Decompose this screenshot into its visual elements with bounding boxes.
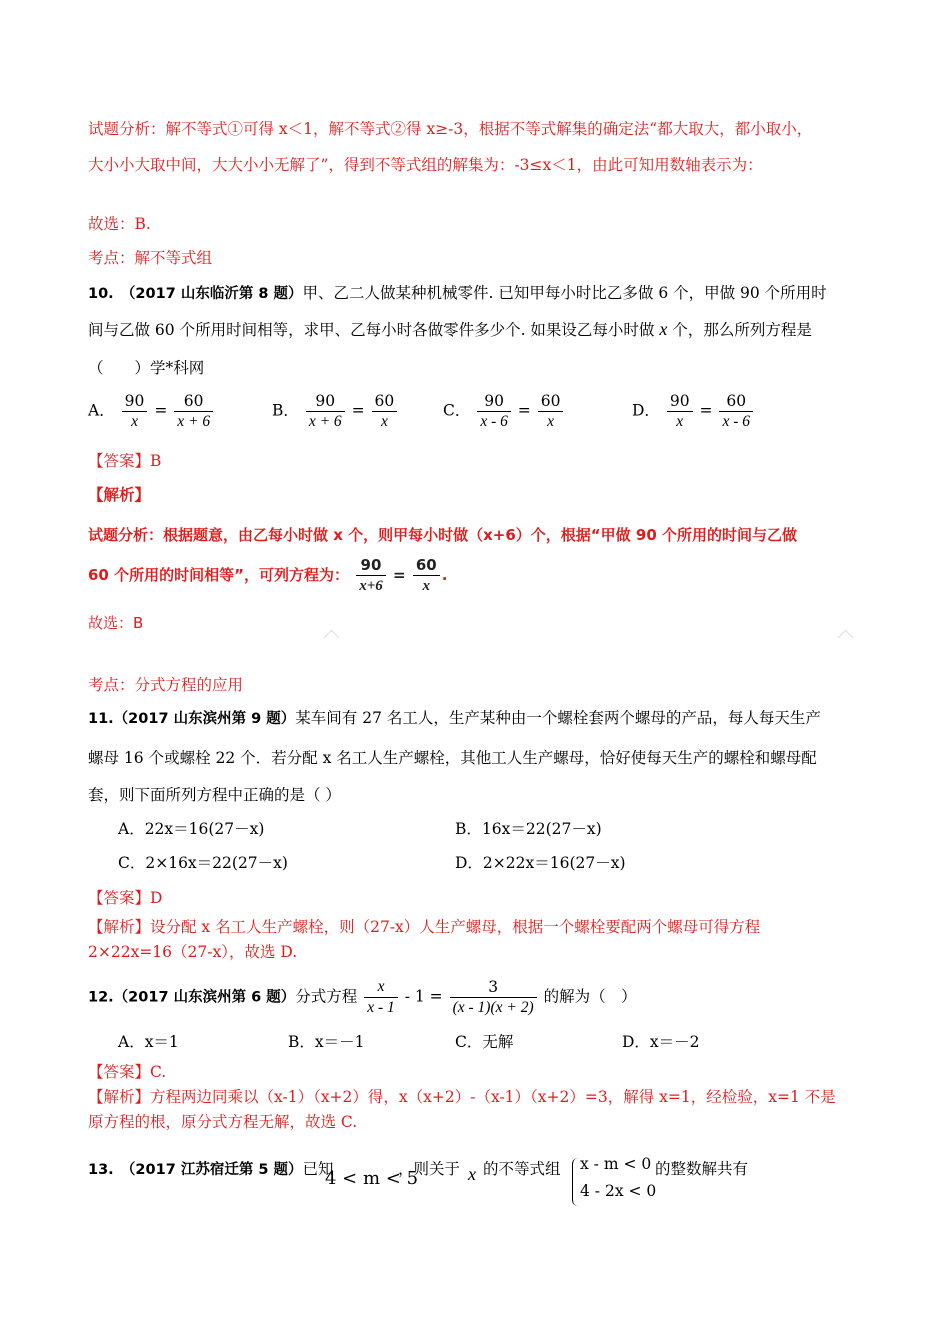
frac-num: 60 (538, 392, 564, 412)
q11-option-d: D．2×22x＝16(27－x) (455, 854, 626, 872)
frac-num: 90 (477, 392, 511, 412)
q10-line-3: （ ）学*科网 (88, 359, 205, 377)
q12-answer: 【答案】C. (88, 1063, 167, 1081)
frac-num: 90 (306, 392, 345, 412)
q13-ineq-1: x - m < 0 (580, 1155, 652, 1173)
option-label: B． (272, 401, 299, 420)
q13-mid: ，则关于 (398, 1160, 461, 1178)
q11-tag: 11.（2017 山东滨州第 9 题） (88, 711, 296, 727)
q11-jiexi-1: 【解析】设分配 x 名工人生产螺栓，则（27-x）人生产螺母，根据一个螺栓要配两个螺母可得方程 (88, 918, 761, 936)
frac-num: 60 (719, 392, 753, 412)
frac-num: 90 (667, 392, 693, 412)
q13-pre: 已知 (302, 1160, 334, 1178)
frac-den: x + 6 (177, 413, 211, 430)
q10-text-2b: 个，那么所列方程是 (672, 321, 812, 339)
period: . (441, 566, 448, 584)
equals: = (517, 401, 531, 420)
q11-line-2: 螺母 16 个或螺栓 22 个．若分配 x 名工人生产螺栓，其他工人生产螺母，恰好使每天生产的螺栓和螺母配 (88, 749, 817, 767)
q12-jiexi-2: 原方程的根，原分式方程无解，故选 C. (88, 1113, 358, 1131)
q12-option-a: A．x＝1 (118, 1033, 179, 1051)
q10-jiexi-heading: 【解析】 (88, 485, 151, 504)
frac-den: x (422, 578, 430, 594)
q10-answer: 【答案】B (88, 452, 162, 470)
q10-analysis-1: 试题分析：根据题意，由乙每小时做 x 个，则甲每小时做（x+6）个，根据“甲做 90 个所用的时间与乙做 (88, 526, 797, 544)
q13-ineq-2: 4 - 2x < 0 (580, 1182, 657, 1200)
q10-option-a (88, 392, 215, 431)
q12-line-1 (88, 978, 637, 1017)
frac-num: 90 (122, 392, 148, 412)
equals: = (351, 401, 365, 420)
frac-den: x (380, 413, 388, 430)
frac-num: 3 (450, 978, 537, 998)
q11-option-b: B．16x＝22(27－x) (455, 820, 602, 838)
q11-option-a: A．22x＝16(27－x) (118, 820, 265, 838)
q10-option-d (632, 392, 755, 431)
frac-num: 90 (356, 556, 386, 576)
q13-var: x (468, 1164, 476, 1184)
q12-pre: 分式方程 (295, 987, 358, 1006)
q11-option-c: C．2×16x＝22(27－x) (118, 854, 288, 872)
frac-den: x (676, 413, 684, 430)
frac-num: 60 (372, 392, 398, 412)
equals: = (699, 401, 713, 420)
equals: = (154, 401, 168, 420)
q10-option-c (443, 392, 565, 431)
q13-line-1 (88, 1158, 334, 1181)
q11-answer: 【答案】D (88, 889, 163, 907)
q10-choice: 故选：B (88, 614, 144, 632)
q11-line-1 (88, 707, 821, 730)
q12-option-b: B．x＝－1 (288, 1033, 365, 1051)
watermark-mark (324, 630, 340, 646)
frac-den: x+6 (359, 578, 383, 594)
minus-one: - 1 = (404, 987, 443, 1006)
q10-text-1: 甲、乙二人做某种机械零件. 已知甲每小时比乙多做 6 个，甲做 90 个所用时 (302, 284, 827, 302)
q12-post: 的解为（ ） (543, 987, 637, 1006)
q11-text-1: 某车间有 27 名工人，生产某种由一个螺栓套两个螺母的产品，每人每天生产 (295, 709, 821, 727)
frac-num: x (364, 978, 398, 998)
frac-num: 60 (174, 392, 213, 412)
frac-den: x (547, 413, 555, 430)
q11-jiexi-2: 2×22x=16（27-x），故选 D. (88, 943, 298, 961)
analysis-line-2: 大小小大取中间，大大小小无解了”，得到不等式组的解集为：-3≤x＜1，由此可知用数轴表示为： (88, 156, 763, 174)
q12-jiexi-1: 【解析】方程两边同乘以（x-1）（x+2）得，x（x+2）-（x-1）（x+2）=3，解得 x=1，经检验，x=1 不是 (88, 1088, 836, 1106)
q12-tag: 12.（2017 山东滨州第 6 题） (88, 989, 296, 1006)
option-label: C． (443, 401, 471, 420)
q10-option-b (272, 392, 399, 431)
q11-line-3: 套，则下面所列方程中正确的是（ ） (88, 786, 341, 804)
q13-post: 的不等式组 (483, 1160, 561, 1178)
q10-line-1 (88, 282, 827, 305)
q10-text-2a: 间与乙做 60 个所用时间相等，求甲、乙每小时各做零件多少个. 如果设乙每小时做 (88, 321, 655, 339)
analysis-text: 60 个所用的时间相等”，可列方程为： (88, 566, 349, 584)
frac-den: x + 6 (308, 413, 342, 430)
q10-var: x (659, 319, 668, 339)
q13-condition: 4 < m < 5 (325, 1168, 419, 1189)
watermark-mark (838, 630, 854, 646)
analysis-line-1: 试题分析：解不等式①可得 x＜1，解不等式②得 x≥-3，根据不等式解集的确定法“都大取大，都小取小， (88, 120, 813, 138)
frac-den: x - 6 (480, 413, 508, 430)
frac-den: x - 1 (367, 999, 395, 1016)
q12-option-d: D．x＝－2 (622, 1033, 700, 1051)
choice-line: 故选：B. (88, 215, 151, 233)
q10-kaodian: 考点：分式方程的应用 (88, 676, 244, 694)
kaodian-line: 考点：解不等式组 (88, 249, 213, 267)
q10-line-2 (88, 318, 812, 341)
frac-num: 60 (413, 556, 440, 576)
option-label: A． (88, 401, 115, 420)
option-label: D． (632, 401, 660, 420)
q13-tag: 13. （2017 江苏宿迁第 5 题） (88, 1162, 303, 1178)
frac-den: x - 6 (722, 413, 751, 430)
frac-den: x (131, 413, 138, 430)
q10-analysis-2 (88, 556, 447, 595)
q10-tag: 10. （2017 山东临沂第 8 题） (88, 286, 303, 302)
q13-tail: 的整数解共有 (655, 1160, 749, 1178)
q12-option-c: C．无解 (455, 1033, 514, 1051)
frac-den: (x - 1)(x + 2) (452, 999, 534, 1016)
equals: = (393, 566, 406, 584)
